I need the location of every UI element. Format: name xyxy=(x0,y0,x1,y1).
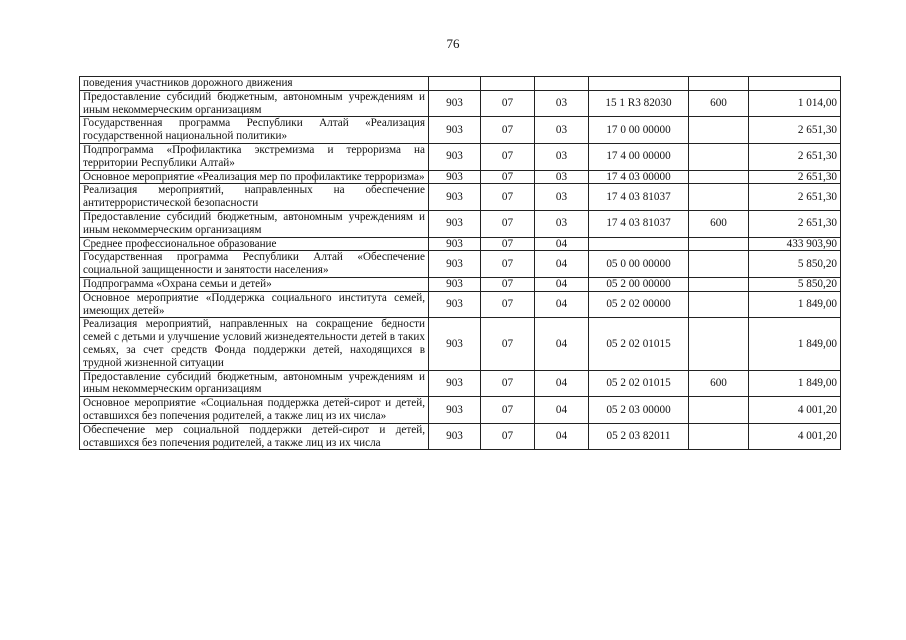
row-section-cell: 07 xyxy=(481,397,535,424)
row-target-article-cell: 05 0 00 00000 xyxy=(589,251,689,278)
row-ministry-cell: 903 xyxy=(429,117,481,144)
row-ministry-cell: 903 xyxy=(429,90,481,117)
row-ministry-cell: 903 xyxy=(429,423,481,450)
table-row xyxy=(80,291,841,318)
table-row xyxy=(80,117,841,144)
row-name-cell: Подпрограмма «Профилактика экстремизма и терроризма на территории Республики Алтай» xyxy=(80,143,429,170)
row-ministry-cell: 903 xyxy=(429,318,481,370)
table-row xyxy=(80,143,841,170)
row-subsection-cell: 04 xyxy=(535,423,589,450)
row-subsection-cell: 04 xyxy=(535,237,589,251)
row-name-cell: Среднее профессиональное образование xyxy=(80,237,429,251)
row-section-cell: 07 xyxy=(481,370,535,397)
row-target-article-cell xyxy=(589,237,689,251)
table-row xyxy=(80,210,841,237)
row-subsection-cell: 03 xyxy=(535,210,589,237)
row-section-cell: 07 xyxy=(481,117,535,144)
row-amount-cell: 4 001,20 xyxy=(749,423,841,450)
row-subsection-cell: 04 xyxy=(535,397,589,424)
table-row xyxy=(80,90,841,117)
row-expense-type-cell xyxy=(689,77,749,91)
row-amount-cell: 1 849,00 xyxy=(749,370,841,397)
row-target-article-cell: 17 4 03 81037 xyxy=(589,184,689,211)
row-name-cell: Основное мероприятие «Реализация мер по профилактике терроризма» xyxy=(80,170,429,184)
row-subsection-cell: 03 xyxy=(535,143,589,170)
row-section-cell: 07 xyxy=(481,210,535,237)
page-number: 76 xyxy=(446,36,460,51)
row-expense-type-cell: 600 xyxy=(689,90,749,117)
row-name-cell: Государственная программа Республики Алтай «Реализация государственной национальной политики» xyxy=(80,117,429,144)
row-section-cell: 07 xyxy=(481,170,535,184)
row-section-cell: 07 xyxy=(481,291,535,318)
table-row xyxy=(80,170,841,184)
row-amount-cell: 433 903,90 xyxy=(749,237,841,251)
table-row xyxy=(80,77,841,91)
row-expense-type-cell xyxy=(689,170,749,184)
row-target-article-cell: 05 2 02 01015 xyxy=(589,370,689,397)
row-target-article-cell: 15 1 R3 82030 xyxy=(589,90,689,117)
row-amount-cell: 5 850,20 xyxy=(749,277,841,291)
row-ministry-cell: 903 xyxy=(429,184,481,211)
row-name-cell: Предоставление субсидий бюджетным, автономным учреждениям и иным некоммерческим организациям xyxy=(80,90,429,117)
budget-table xyxy=(79,76,841,450)
row-ministry-cell: 903 xyxy=(429,277,481,291)
row-expense-type-cell xyxy=(689,423,749,450)
row-ministry-cell: 903 xyxy=(429,251,481,278)
row-amount-cell: 1 014,00 xyxy=(749,90,841,117)
row-name-cell: Подпрограмма «Охрана семьи и детей» xyxy=(80,277,429,291)
row-amount-cell: 2 651,30 xyxy=(749,184,841,211)
table-row xyxy=(80,423,841,450)
row-expense-type-cell xyxy=(689,251,749,278)
row-amount-cell: 2 651,30 xyxy=(749,117,841,144)
row-name-cell: Обеспечение мер социальной поддержки детей-сирот и детей, оставшихся без попечения родителей, а также лиц из их числа xyxy=(80,423,429,450)
row-ministry-cell: 903 xyxy=(429,370,481,397)
row-name-cell: Государственная программа Республики Алтай «Обеспечение социальной защищенности и занятости населения» xyxy=(80,251,429,278)
row-name-cell: Предоставление субсидий бюджетным, автономным учреждениям и иным некоммерческим организациям xyxy=(80,210,429,237)
row-target-article-cell: 17 0 00 00000 xyxy=(589,117,689,144)
row-name-cell: поведения участников дорожного движения xyxy=(80,77,429,91)
row-expense-type-cell xyxy=(689,291,749,318)
row-expense-type-cell xyxy=(689,237,749,251)
row-subsection-cell: 04 xyxy=(535,370,589,397)
row-subsection-cell: 03 xyxy=(535,117,589,144)
row-amount-cell: 1 849,00 xyxy=(749,291,841,318)
row-target-article-cell: 05 2 02 00000 xyxy=(589,291,689,318)
row-target-article-cell: 17 4 03 81037 xyxy=(589,210,689,237)
row-amount-cell: 4 001,20 xyxy=(749,397,841,424)
row-name-cell: Основное мероприятие «Социальная поддержка детей-сирот и детей, оставшихся без попечения родителей, а также лиц из их числа» xyxy=(80,397,429,424)
row-ministry-cell: 903 xyxy=(429,170,481,184)
row-target-article-cell: 05 2 00 00000 xyxy=(589,277,689,291)
table-row xyxy=(80,318,841,370)
budget-table-body xyxy=(80,77,841,450)
row-amount-cell: 2 651,30 xyxy=(749,170,841,184)
row-amount-cell: 1 849,00 xyxy=(749,318,841,370)
row-amount-cell: 2 651,30 xyxy=(749,143,841,170)
row-section-cell: 07 xyxy=(481,90,535,117)
table-row xyxy=(80,397,841,424)
row-section-cell: 07 xyxy=(481,277,535,291)
row-subsection-cell xyxy=(535,77,589,91)
row-section-cell: 07 xyxy=(481,237,535,251)
row-ministry-cell: 903 xyxy=(429,291,481,318)
row-ministry-cell: 903 xyxy=(429,397,481,424)
row-amount-cell: 2 651,30 xyxy=(749,210,841,237)
row-section-cell: 07 xyxy=(481,251,535,278)
row-name-cell: Реализация мероприятий, направленных на сокращение бедности семей с детьми и улучшение условий жизнедеятельности детей в таких семьях, за счет средств Фонда поддержки детей, находящихся в трудной жизненной ситуации xyxy=(80,318,429,370)
row-subsection-cell: 03 xyxy=(535,170,589,184)
row-target-article-cell: 05 2 03 00000 xyxy=(589,397,689,424)
row-amount-cell: 5 850,20 xyxy=(749,251,841,278)
row-expense-type-cell xyxy=(689,397,749,424)
row-target-article-cell: 17 4 00 00000 xyxy=(589,143,689,170)
table-row xyxy=(80,277,841,291)
row-subsection-cell: 04 xyxy=(535,277,589,291)
row-subsection-cell: 04 xyxy=(535,291,589,318)
row-name-cell: Реализация мероприятий, направленных на обеспечение антитеррористической безопасности xyxy=(80,184,429,211)
row-section-cell: 07 xyxy=(481,143,535,170)
row-target-article-cell: 05 2 02 01015 xyxy=(589,318,689,370)
row-section-cell: 07 xyxy=(481,184,535,211)
row-name-cell: Предоставление субсидий бюджетным, автономным учреждениям и иным некоммерческим организациям xyxy=(80,370,429,397)
table-row xyxy=(80,237,841,251)
row-expense-type-cell xyxy=(689,318,749,370)
row-section-cell xyxy=(481,77,535,91)
row-subsection-cell: 03 xyxy=(535,90,589,117)
row-section-cell: 07 xyxy=(481,318,535,370)
row-expense-type-cell xyxy=(689,117,749,144)
row-subsection-cell: 04 xyxy=(535,318,589,370)
row-amount-cell xyxy=(749,77,841,91)
row-expense-type-cell: 600 xyxy=(689,210,749,237)
row-name-cell: Основное мероприятие «Поддержка социального института семей, имеющих детей» xyxy=(80,291,429,318)
row-expense-type-cell xyxy=(689,184,749,211)
row-target-article-cell: 17 4 03 00000 xyxy=(589,170,689,184)
row-ministry-cell xyxy=(429,77,481,91)
row-subsection-cell: 03 xyxy=(535,184,589,211)
row-expense-type-cell xyxy=(689,277,749,291)
table-row xyxy=(80,251,841,278)
row-expense-type-cell: 600 xyxy=(689,370,749,397)
row-target-article-cell xyxy=(589,77,689,91)
table-row xyxy=(80,184,841,211)
row-ministry-cell: 903 xyxy=(429,143,481,170)
row-section-cell: 07 xyxy=(481,423,535,450)
row-expense-type-cell xyxy=(689,143,749,170)
row-target-article-cell: 05 2 03 82011 xyxy=(589,423,689,450)
table-row xyxy=(80,370,841,397)
row-ministry-cell: 903 xyxy=(429,210,481,237)
row-ministry-cell: 903 xyxy=(429,237,481,251)
row-subsection-cell: 04 xyxy=(535,251,589,278)
